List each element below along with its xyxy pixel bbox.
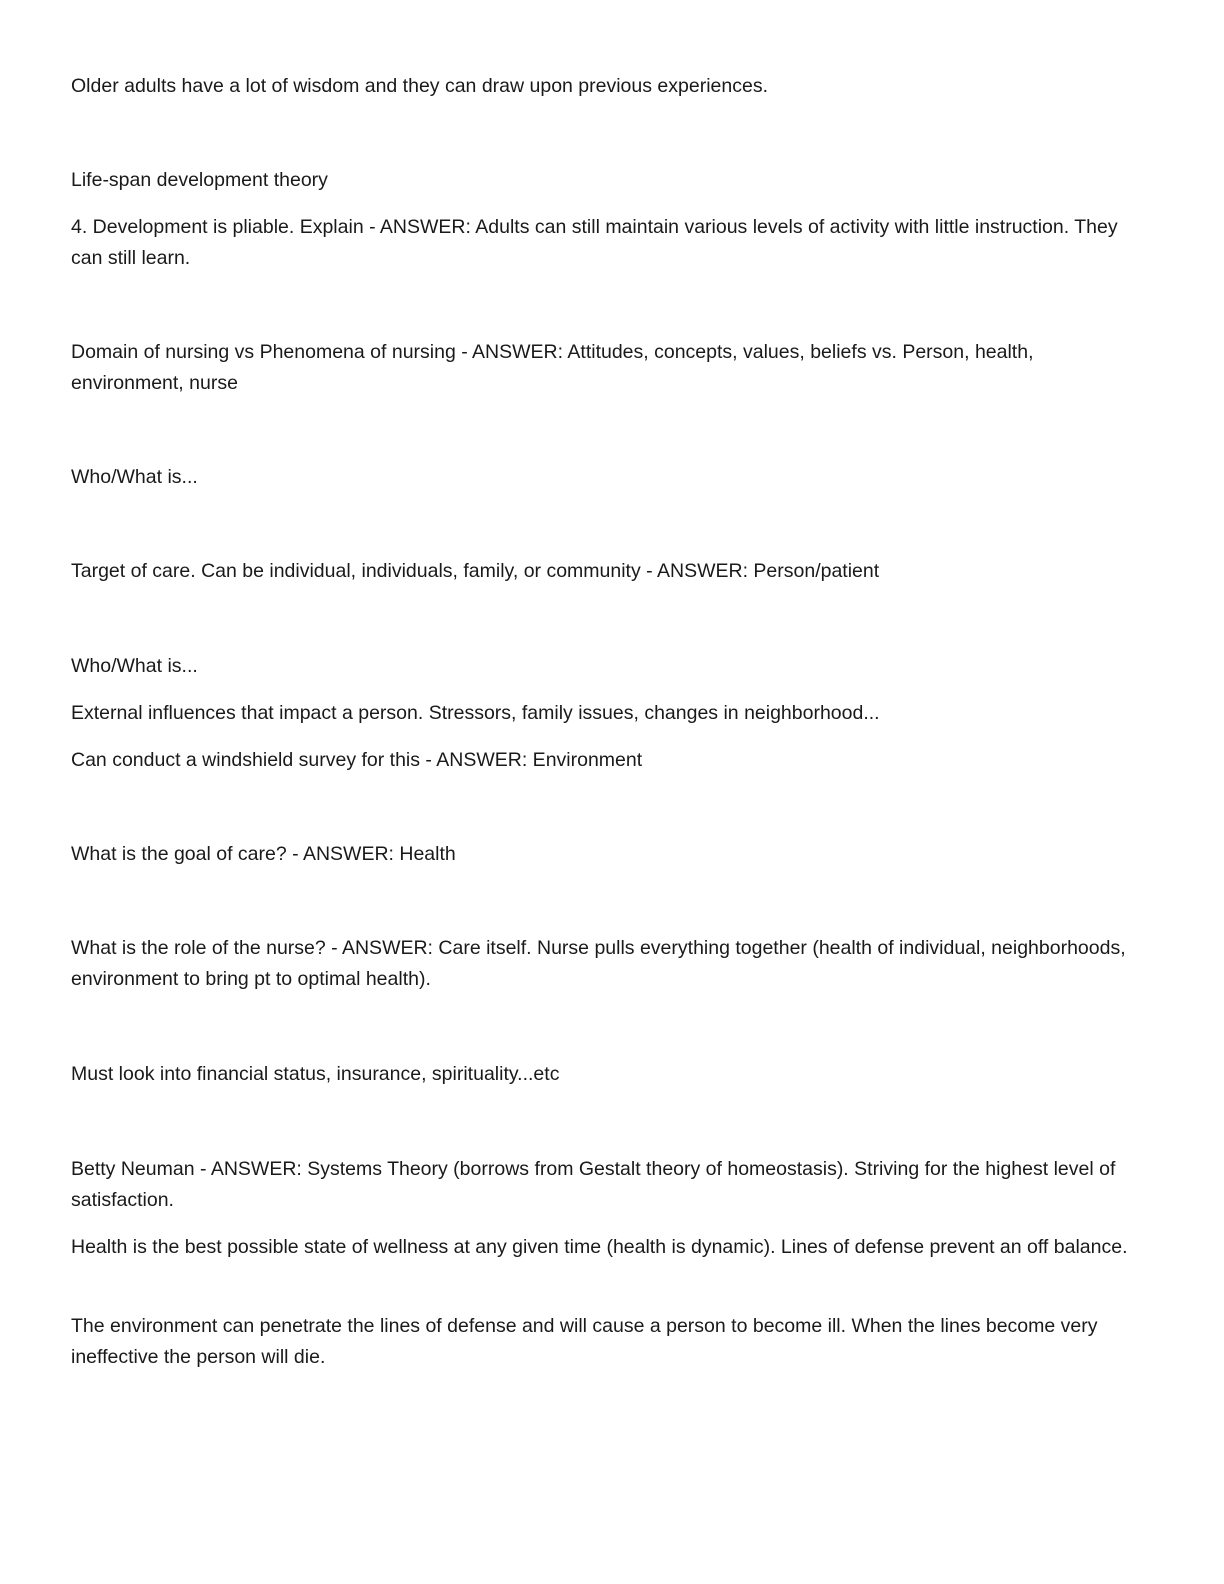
- paragraph: Who/What is...: [71, 466, 198, 488]
- paragraph: Older adults have a lot of wisdom and they can draw upon previous experiences.: [71, 75, 768, 97]
- paragraph: Can conduct a windshield survey for this - ANSWER: Environment: [71, 749, 643, 771]
- paragraph: External influences that impact a person. Stressors, family issues, changes in neighborhood...: [71, 702, 880, 724]
- paragraph: Target of care. Can be individual, individuals, family, or community - ANSWER: Person/patient: [71, 560, 880, 582]
- paragraph: Betty Neuman - ANSWER: Systems Theory (borrows from Gestalt theory of homeostasis). Striving for the highest level of satisfaction.: [71, 1158, 1116, 1211]
- paragraph: Domain of nursing vs Phenomena of nursing - ANSWER: Attitudes, concepts, values, beliefs vs. Person, health, environment, nurse: [71, 341, 1034, 394]
- paragraph: What is the goal of care? - ANSWER: Health: [71, 843, 456, 865]
- paragraph: What is the role of the nurse? - ANSWER: Care itself. Nurse pulls everything together (health of individual, neighborhoods, environment to bring pt to optimal health).: [71, 937, 1126, 990]
- paragraph: Life-span development theory: [71, 169, 328, 191]
- paragraph: Health is the best possible state of wellness at any given time (health is dynamic). Lines of defense prevent an off balance.: [71, 1236, 1128, 1258]
- paragraph: 4. Development is pliable. Explain - ANSWER: Adults can still maintain various levels of activity with little instruction. They can still learn.: [71, 216, 1118, 269]
- paragraph: Who/What is...: [71, 655, 198, 677]
- paragraph: The environment can penetrate the lines of defense and will cause a person to become ill. When the lines become very ineffective the person will die.: [71, 1315, 1098, 1368]
- paragraph: Must look into financial status, insurance, spirituality...etc: [71, 1063, 560, 1085]
